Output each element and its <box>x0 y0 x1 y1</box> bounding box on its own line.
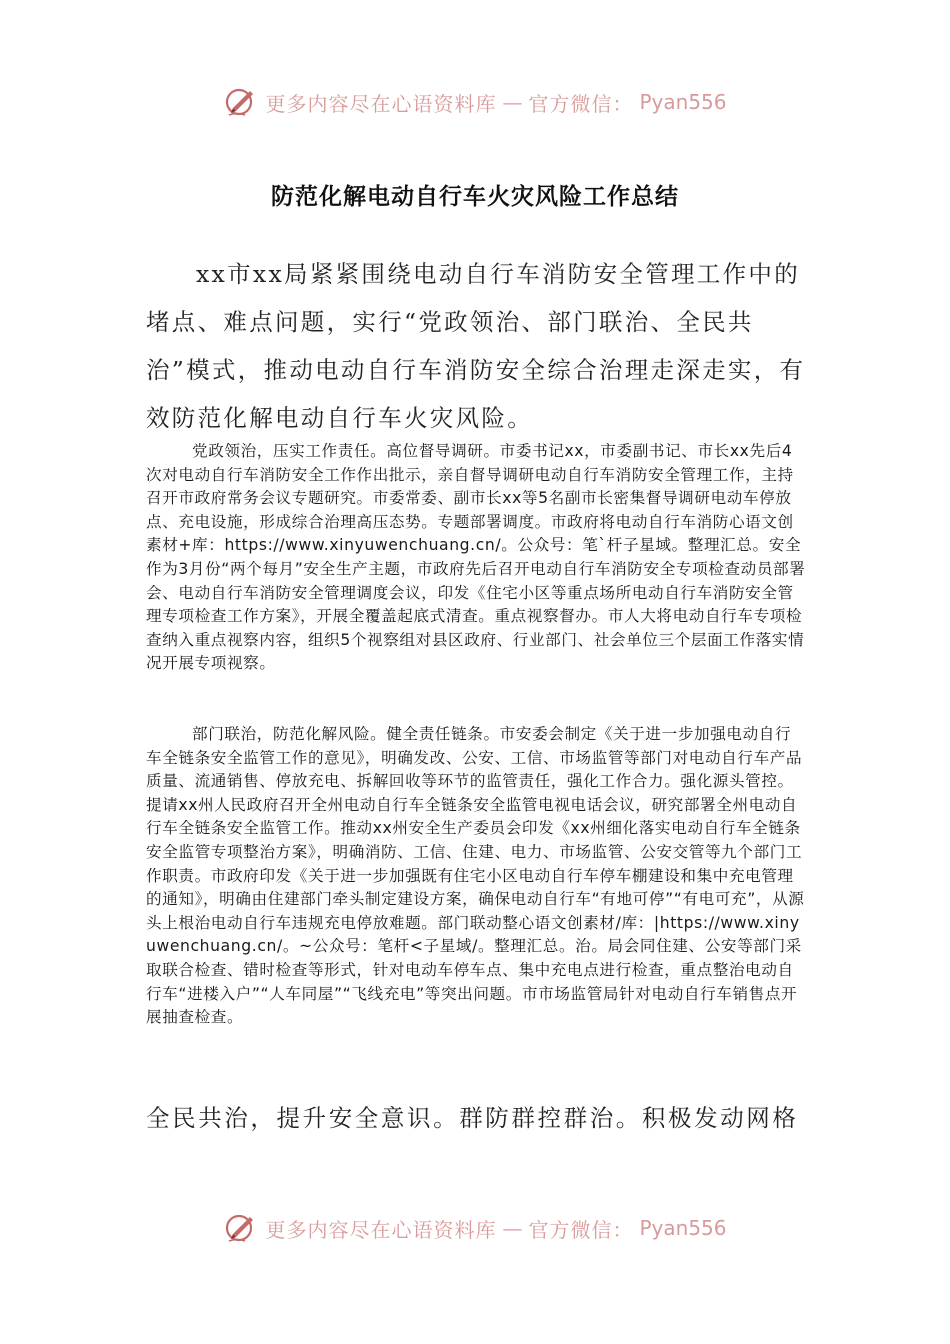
watermark-separator: — <box>502 90 523 114</box>
watermark-label: 官方微信： <box>528 1217 634 1242</box>
pen-logo-icon <box>223 84 259 120</box>
body-paragraph-2: 部门联治，防范化解风险。健全责任链条。市安委会制定《关于进一步加强电动自行车全链条安全监管工作的意见》，明确发改、公安、工信、市场监管等部门对电动自行车产品质量、流通销售、停放充电、拆解回收等环节的监管责任，强化工作合力。强化源头管控。提请xx州人民政府召开全州电动自行车全链条安全监管电视电话会议，研究部署全州电动自行车全链条安全监管工作。推动xx州安全生产委员会印发《xx州细化落实电动自行车全链条安全监管专项整治方案》，明确消防、工信、住建、电力、市场监管、公安交管等九个部门工作职责。市政府印发《关于进一步加强既有住宅小区电动自行车停车棚建设和集中充电管理的通知》，明确由住建部门牵头制定建设方案，确保电动自行车“有地可停”“有电可充”，从源头上根治电动自行车违规充电停放难题。部门联动整心语文创素材/库：|https://www.xinyuwenchuang.cn/。~公众号：笔杆<子星域/。整理汇总。治。局会同住建、公安等部门采取联合检查、错时检查等形式，针对电动车停车点、集中充电点进行检查，重点整治电动自行车“进楼入户”“人车同屋”“飞线充电”等突出问题。市市场监管局针对电动自行车销售点开展抽查检查。 <box>146 725 805 1027</box>
watermark-brand: 更多内容尽在心语资料库 <box>265 91 497 116</box>
watermark-label: 官方微信： <box>528 91 634 116</box>
watermark-header <box>0 84 950 120</box>
lead-paragraph: xx市xx局紧紧围绕电动自行车消防安全管理工作中的堵点、难点问题，实行“党政领治、部门联治、全民共治”模式，推动电动自行车消防安全综合治理走深走实，有效防范化解电动自行车火灾风险。 <box>146 260 806 432</box>
watermark-separator: — <box>502 1216 523 1240</box>
watermark-id: Pyan556 <box>639 90 727 114</box>
watermark-footer <box>0 1210 950 1246</box>
body-paragraph-1: 党政领治，压实工作责任。高位督导调研。市委书记xx，市委副书记、市长xx先后4次对电动自行车消防安全工作作出批示，亲自督导调研电动自行车消防安全管理工作，主持召开市政府常务会议专题研究。市委常委、副市长xx等5名副市长密集督导调研电动车停放点、充电设施，形成综合治理高压态势。专题部署调度。市政府将电动自行车消防心语文创素材+库：https://www.xinyuwenchuang.cn/。公众号：笔`杆子星域。整理汇总。安全作为3月份“两个每月”安全生产主题，市政府先后召开电动自行车消防安全专项检查动员部署会、电动自行车消防安全管理调度会议，印发《住宅小区等重点场所电动自行车消防安全管理专项检查工作方案》，开展全覆盖起底式清查。重点视察督办。市人大将电动自行车专项检查纳入重点视察内容，组织5个视察组对县区政府、行业部门、社会单位三个层面工作落实情况开展专项视察。 <box>146 442 806 673</box>
watermark-id: Pyan556 <box>639 1216 727 1240</box>
watermark-brand: 更多内容尽在心语资料库 <box>265 1217 497 1242</box>
pen-logo-icon <box>223 1210 259 1246</box>
document-title: 防范化解电动自行车火灾风险工作总结 <box>271 184 679 210</box>
section-line-large: 全民共治，提升安全意识。群防群控群治。积极发动网格 <box>146 1104 799 1132</box>
